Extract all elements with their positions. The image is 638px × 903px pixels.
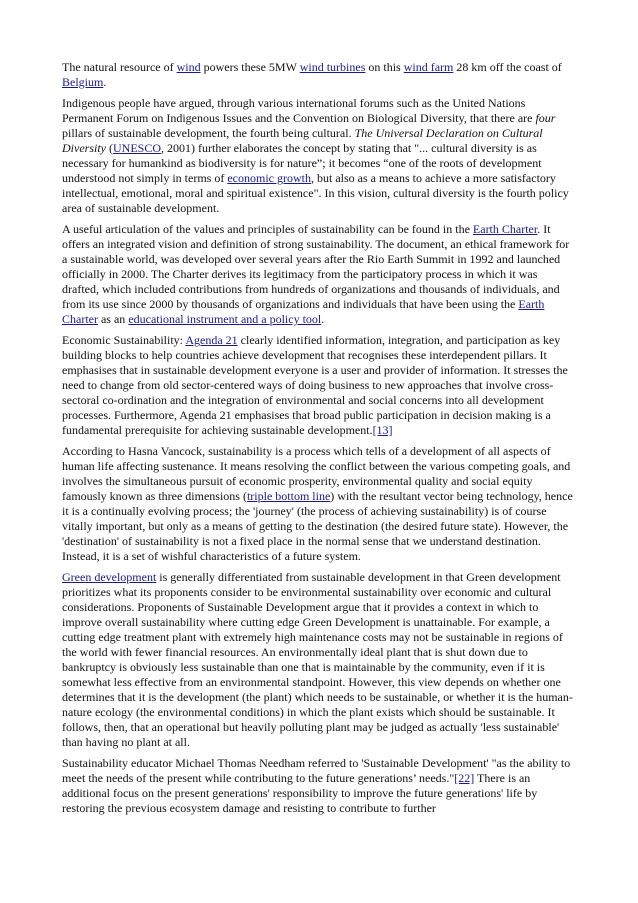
- link-earth-charter[interactable]: Earth Charter: [62, 297, 545, 326]
- text-run: A useful articulation of the values and principles of sustainability can be found in the: [62, 222, 473, 236]
- text-run: Economic Sustainability:: [62, 333, 186, 347]
- paragraph-cultural-pillar: [62, 96, 576, 216]
- text-run: clearly identified information, integration, and participation as key building blocks to help countries achieve development that recognises these interdependent pillars. It emphasises that in sustainable development everyone is a user and provider of information. It stresses the need to change from old sector-centered ways of doing business to new approaches that involve cross-sectoral co-ordination and the integration of environmental and social concerns into all development processes. Furthermore, Agenda 21 emphasises that broad public participation in decision making is a fundamental prerequisite for achieving sustainable development.: [62, 333, 568, 437]
- text-run: .: [321, 312, 325, 326]
- text-run: on this: [365, 60, 404, 74]
- text-run: . It offers an integrated vision and definition of strong sustainability. The document, an ethical framework for a sustainable world, was developed over several years after the Rio Earth Summit in 1992 and launched officially in 2000. The Charter derives its legitimacy from the participatory process in which it was drafted, which included contributions from hundreds of organizations and thousands of individuals, and from its use since 2000 by thousands of organizations and individuals that have been using the: [62, 222, 570, 311]
- italic-text: The Universal Declaration on Cultural Diversity: [62, 126, 543, 155]
- link-wind-turbines[interactable]: wind turbines: [299, 60, 366, 74]
- link-wind[interactable]: wind: [176, 60, 201, 74]
- link-unesco[interactable]: UNESCO: [113, 141, 162, 155]
- link-22[interactable]: [22]: [454, 771, 475, 785]
- text-run: 28 km off the coast of: [453, 60, 562, 74]
- link-triple-bottom-line[interactable]: triple bottom line: [246, 489, 331, 503]
- paragraph-green-development: [62, 570, 576, 750]
- text-run: , but also as a means to achieve a more satisfactory intellectual, emotional, moral and spiritual existence". In this vision, cultural diversity is the fourth policy area of sustainable development.: [62, 171, 569, 215]
- text-run: ) with the resultant vector being technology, hence it is a continually evolving process; the 'journey' (the process of achieving sustainability) is of course vitally important, but only as a means of getting to the destination (the desired future state). However, the 'destination' of sustainability is not a fixed place in the normal sense that we understand destination. Instead, it is a set of wishful characteristics of a future system.: [62, 489, 573, 563]
- paragraph-earth-charter: [62, 222, 576, 327]
- link-economic-growth[interactable]: economic growth: [227, 171, 311, 185]
- link-earth-charter[interactable]: Earth Charter: [472, 222, 538, 236]
- text-run: The natural resource of: [62, 60, 177, 74]
- text-run: Indigenous people have argued, through various international forums such as the United Nations Permanent Forum on Indigenous Issues and the Convention on Biological Diversity, that there are: [62, 96, 536, 125]
- paragraph-needham: [62, 756, 576, 816]
- link-belgium[interactable]: Belgium: [62, 75, 104, 89]
- link-13[interactable]: [13]: [372, 423, 393, 437]
- text-run: as an: [97, 312, 129, 326]
- link-agenda-21[interactable]: Agenda 21: [185, 333, 238, 347]
- text-run: is generally differentiated from sustainable development in that Green development prioritizes what its proponents consider to be environmental sustainability over economic and cultural considerations. Proponents of Sustainable Development argue that it provides a context in which to improve overall sustainability where cutting edge Green Development is unattainable. For example, a cutting edge treatment plant with extremely high maintenance costs may not be sustainable in regions of the world with fewer financial resources. An environmentally ideal plant that is shut down due to bankruptcy is obviously less sustainable than one that is maintainable by the community, even if it is somewhat less effective from an environmental standpoint. However, this view depends on whether one determines that it is the development (the plant) which needs to be sustainable, or whether it is the human-nature ecology (the environmental conditions) in which the plant exists which should be sustainable. It follows, then, that an operational but heavily polluting plant may be judged as actually 'less sustainable' than having no plant at all.: [62, 570, 573, 749]
- paragraph-vancock: [62, 444, 576, 564]
- link-wind-farm[interactable]: wind farm: [403, 60, 454, 74]
- link-green-development[interactable]: Green development: [62, 570, 157, 584]
- text-run: .: [103, 75, 107, 89]
- text-run: pillars of sustainable development, the fourth being cultural.: [62, 126, 355, 140]
- text-run: According to Hasna Vancock, sustainability is a process which tells of a development of all aspects of human life affecting sustenance. It means resolving the conflict between the various competing goals, and involves the simultaneous pursuit of economic prosperity, environmental quality and social equity famously known as three dimensions (: [62, 444, 571, 503]
- italic-text: four: [535, 111, 556, 125]
- text-run: There is an additional focus on the present generations' responsibility to improve the future generations' life by restoring the previous ecosystem damage and resisting to contribute to further: [62, 771, 538, 815]
- text-run: powers these 5MW: [200, 60, 300, 74]
- link-educational-instrument-and-a-policy-tool[interactable]: educational instrument and a policy tool: [128, 312, 322, 326]
- text-run: Sustainability educator Michael Thomas Needham referred to 'Sustainable Development' "as the ability to meet the needs of the present while contributing to the future generations’ needs.": [62, 756, 571, 785]
- paragraph-economic-sustainability: [62, 333, 576, 438]
- text-run: (: [106, 141, 113, 155]
- text-run: , 2001) further elaborates the concept by stating that "... cultural diversity is as necessary for humankind as biodiversity is for nature”; it becomes “one of the roots of development understood not simply in terms of: [62, 141, 542, 185]
- paragraph-wind-caption: [62, 60, 576, 90]
